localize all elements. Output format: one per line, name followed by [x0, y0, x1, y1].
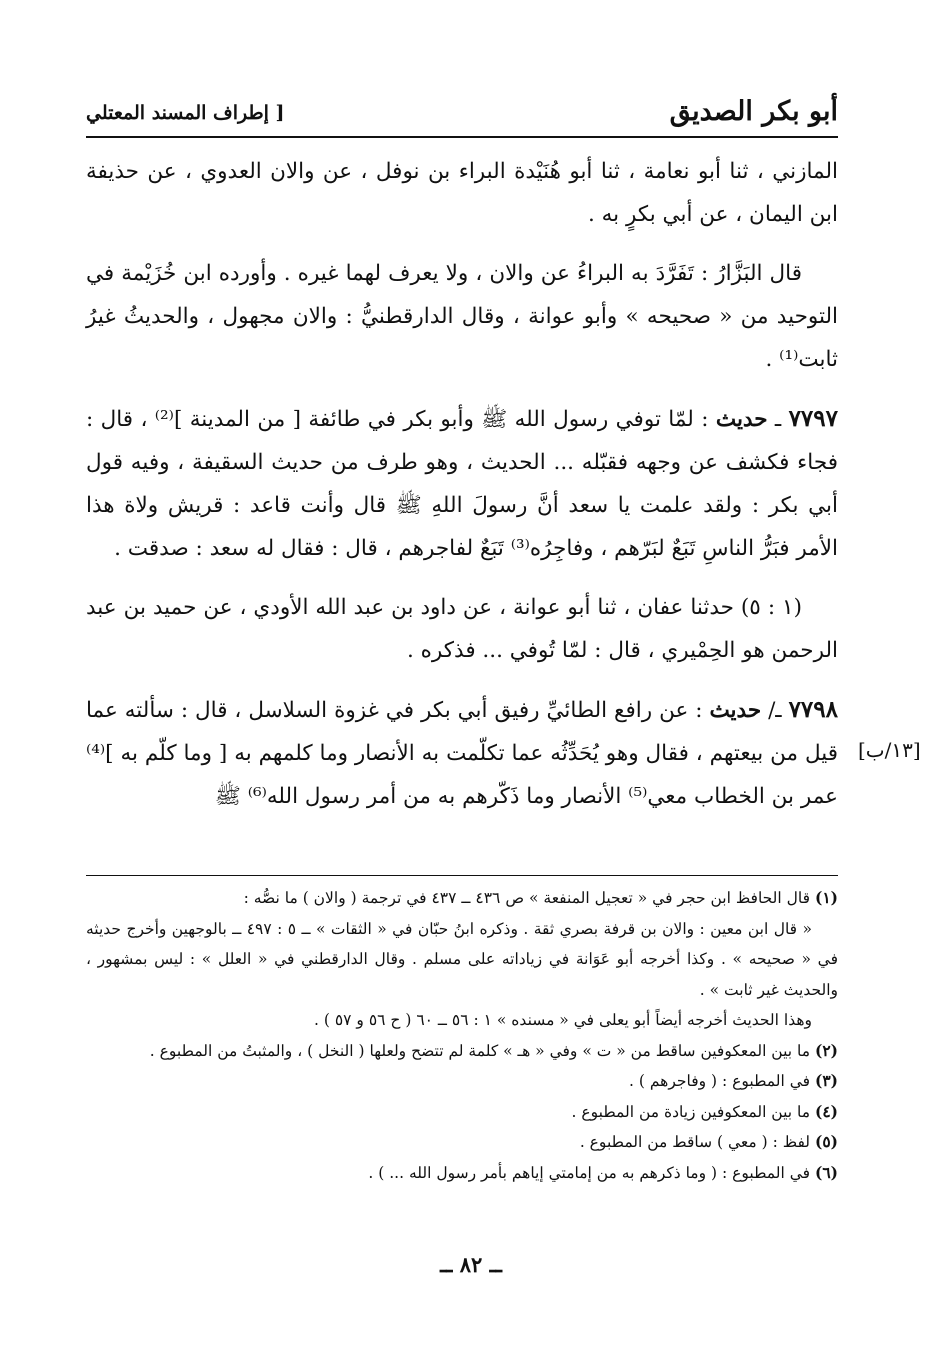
footnote-text: لفظ : ( معي ) ساقط من المطبوع .: [579, 1133, 811, 1151]
hadith-label: حديث: [709, 698, 762, 723]
hadith-separator: ـ/: [768, 698, 782, 723]
hadith-text: : عن رافع الطائيِّ رفيق أبي بكر في غزوة السلاسل ، قال : سألته عما قيل من بيعتهم ، فقال وهو يُحَدِّثُه عما تكلّمت به الأنصار وما كلمهم به [ وما كلّم به ]⁽⁴⁾ عمر بن الخطاب معي⁽⁵⁾ الأنصار وما ذَكّرهم به من أمر رسول الله⁽⁶⁾ ﷺ: [86, 698, 838, 809]
paragraph-bazzar-comment: قال البَزَّارُ : تَفَرَّدَ به البراءُ عن والان ، ولا يعرف لهما غيره . وأورده ابن خُزَيْمة في التوحيد من « صحيحه » وأبو عوانة ، وقال الدارقطنيُّ : والان مجهول ، والحديثُ غيرُ ثابت⁽¹⁾ .: [86, 261, 838, 372]
paragraph-isnad-continuation: المازني ، ثنا أبو نعامة ، ثنا أبو هُنَيْدة البراء بن نوفل ، عن والان العدوي ، عن حذيفة ابن اليمان ، عن أبي بكرٍ به .: [86, 159, 838, 227]
paragraph-isnad-7797: (١ : ٥) حدثنا عفان ، ثنا أبو عوانة ، عن داود بن عبد الله الأودي ، عن حميد بن عبد الرحمن هو الحِمْيري ، قال : لمّا تُوفي ... فذكره .: [86, 595, 838, 663]
footnote-3: [86, 1066, 838, 1097]
footnote-text: قال الحافظ ابن حجر في « تعجيل المنفعة » ص ٤٣٦ ــ ٤٣٧ في ترجمة ( والان ) ما نصُّه :: [243, 889, 811, 907]
page-header: [86, 92, 838, 138]
main-text: [86, 150, 838, 834]
footnote-1-intro: [86, 883, 838, 914]
footnote-number: (١): [814, 888, 838, 907]
footnote-text: في المطبوع : ( وما ذكرهم به من إمامتي إياهم بأمر رسول الله ... ) .: [368, 1163, 811, 1182]
hadith-7797: [86, 397, 838, 570]
footnote-number: (٣): [814, 1071, 838, 1090]
footnote-divider: [86, 875, 838, 876]
hadith-7798: [86, 688, 838, 818]
footnote-number: (٢): [814, 1040, 838, 1060]
page-number: ــ ٨٢ ــ: [440, 1252, 502, 1277]
footnote-2: [86, 1036, 838, 1067]
footnote-text: ما بين المعكوفين ساقط من « ت » وفي « هـ » كلمة لم تتضح ولعلها ( النخل ) ، والمثبتُ من المطبوع .: [149, 1041, 811, 1060]
footnote-6: [86, 1158, 838, 1189]
manuscript-folio-marker: [١٣/ب]: [858, 738, 921, 762]
footnote-number: (٥): [814, 1132, 838, 1151]
footnote-4: [86, 1097, 838, 1128]
book-title: أبو بكر الصديق: [669, 96, 838, 127]
hadith-text: : لمّا توفي رسول الله ﷺ وأبو بكر في طائفة [ من المدينة ]⁽²⁾ ، قال : فجاء فكشف عن وجهه فقبّله ... الحديث ، وهو طرف من حديث السقيفة ، وفيه قول أبي بكر : ولقد علمت يا سعد أنَّ رسولَ اللهِ ﷺ قال وأنت قاعد : قريش ولاة هذا الأمر فبَرُّ الناسِ تَبَعٌ لبَرّهم ، وفاجِرُه⁽³⁾ تَبَعٌ لفاجرهم ، قال : فقال له سعد : صدقت .: [86, 407, 838, 561]
hadith-number: ٧٧٩٨: [788, 696, 838, 723]
footnotes: [86, 883, 838, 1188]
footnote-1-addendum: وهذا الحديث أخرجه أيضاً أبو يعلى في « مسنده » ١ : ٥٦ ــ ٦٠ ( ح ٥٦ و ٥٧ ) .: [313, 1011, 812, 1029]
hadith-dash: ـ: [774, 407, 782, 432]
hadith-number: ٧٧٩٧: [788, 405, 838, 432]
footnote-number: (٤): [814, 1101, 838, 1121]
footnote-text: ما بين المعكوفين زيادة من المطبوع .: [571, 1102, 811, 1121]
footnote-5: [86, 1127, 838, 1158]
footnote-text: في المطبوع : ( وفاجرهم ) .: [629, 1072, 811, 1090]
footnote-1-quote: « قال ابن معين : والان بن قرفة بصري ثقة . وذكره ابنُ حبّان في « الثقات » ــ ٥ : ٤٩٧ ــ بالوجهين وأخرج حديثه في « صحيحه » . وكذا أخرجه أبو عَوَانة في زياداته على مسلم . وقال الدارقطني في « العلل » : ليس بمشهور ، والحديث غير ثابت » .: [86, 919, 838, 999]
hadith-label: حديث: [715, 407, 768, 432]
footnote-number: (٦): [814, 1162, 838, 1182]
running-title: [ إطراف المسند المعتلي: [86, 102, 285, 124]
